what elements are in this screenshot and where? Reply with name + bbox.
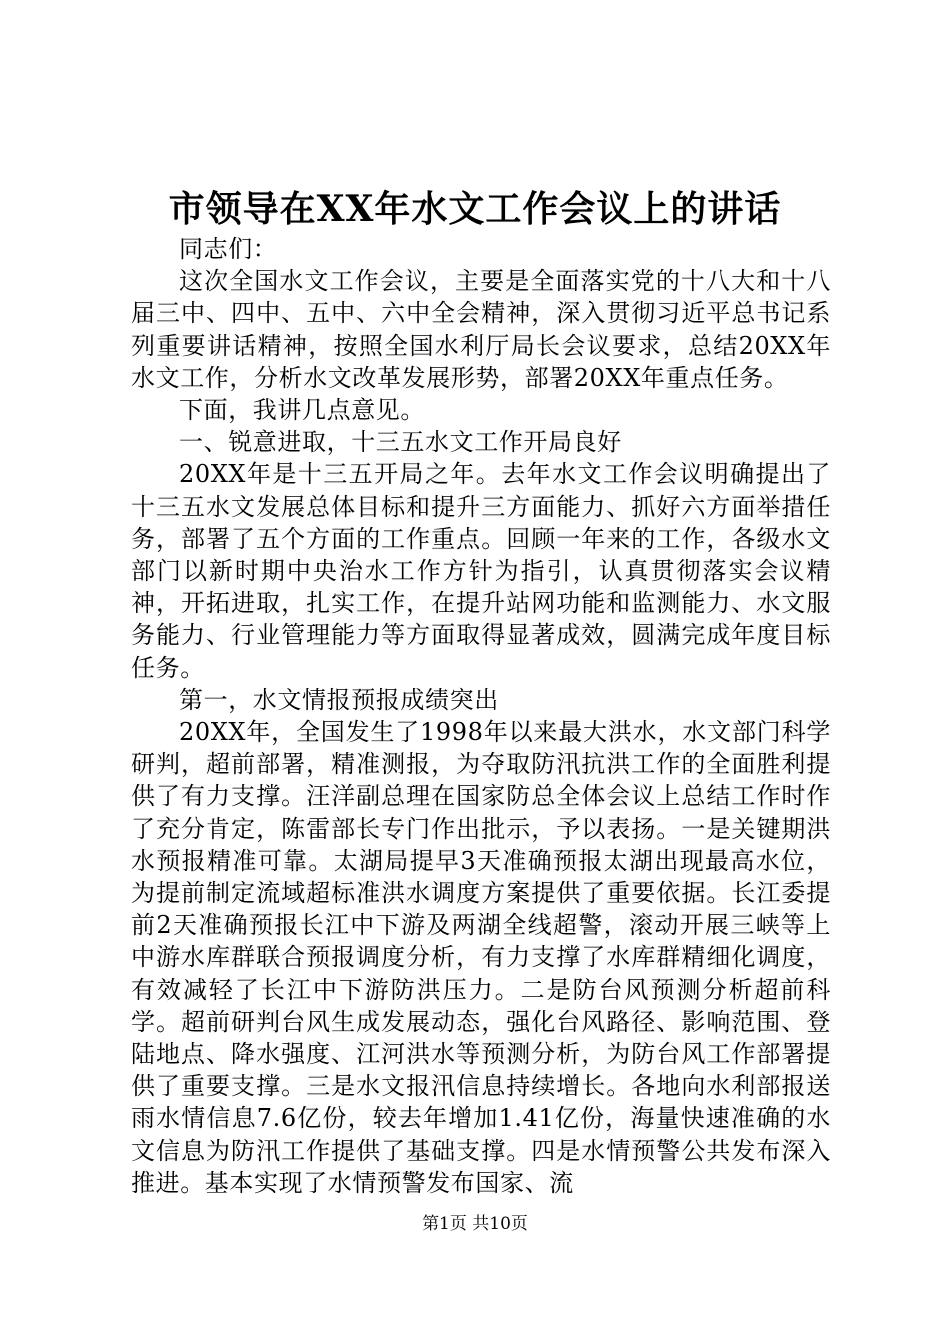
body-paragraph: 20XX年，全国发生了1998年以来最大洪水，水文部门科学研判，超前部署，精准测报，为夺取防汛抗洪工作的全面胜利提供了有力支撑。汪洋副总理在国家防总全体会议上总结工作时作了充分肯定，陈雷部长专门作出批示，予以表扬。一是关键期洪水预报精准可靠。太湖局提早3天准确预报太湖出现最高水位，为提前制定流域超标准洪水调度方案提供了重要依据。长江委提前2天准确预报长江中下游及两湖全线超警，滚动开展三峡等上中游水库群联合预报调度分析，有力支撑了水库群精细化调度，有效减轻了长江中下游防洪压力。二是防台风预测分析超前科学。超前研判台风生成发展动态，强化台风路径、影响范围、登陆地点、降水强度、江河洪水等预测分析，为防台风工作部署提供了重要支撑。三是水文报汛信息持续增长。各地向水利部报送雨水情信息7.6亿份，较去年增加1.41亿份，海量快速准确的水文信息为防汛工作提供了基础支撑。四是水情预警公共发布深入推进。基本实现了水情预警发布国家、流	[131, 718, 831, 1197]
section-heading: 一、锐意进取，十三五水文工作开局良好	[179, 428, 622, 457]
document-body	[131, 233, 831, 1199]
page-number-footer: 第1页 共10页	[422, 1214, 528, 1234]
document-title: 市领导在XX年水文工作会议上的讲话	[168, 188, 782, 230]
subsection-heading: 第一，水文情报预报成绩突出	[179, 685, 499, 714]
body-paragraph: 20XX年是十三五开局之年。去年水文工作会议明确提出了十三五水文发展总体目标和提升三方面能力、抓好六方面举措任务，部署了五个方面的工作重点。回顾一年来的工作，各级水文部门以新时期中央治水工作方针为指引，认真贯彻落实会议精神，开拓进取，扎实工作，在提升站网功能和监测能力、水文服务能力、行业管理能力等方面取得显著成效，圆满完成年度目标任务。	[131, 460, 831, 682]
salutation-paragraph: 同志们：	[179, 235, 278, 263]
body-paragraph: 下面，我讲几点意见。	[179, 396, 425, 425]
body-paragraph: 这次全国水文工作会议，主要是全面落实党的十八大和十八届三中、四中、五中、六中全会精神，深入贯彻习近平总书记系列重要讲话精神，按照全国水利厅局长会议要求，总结20XX年水文工作，分析水文改革发展形势，部署20XX年重点任务。	[131, 267, 831, 392]
